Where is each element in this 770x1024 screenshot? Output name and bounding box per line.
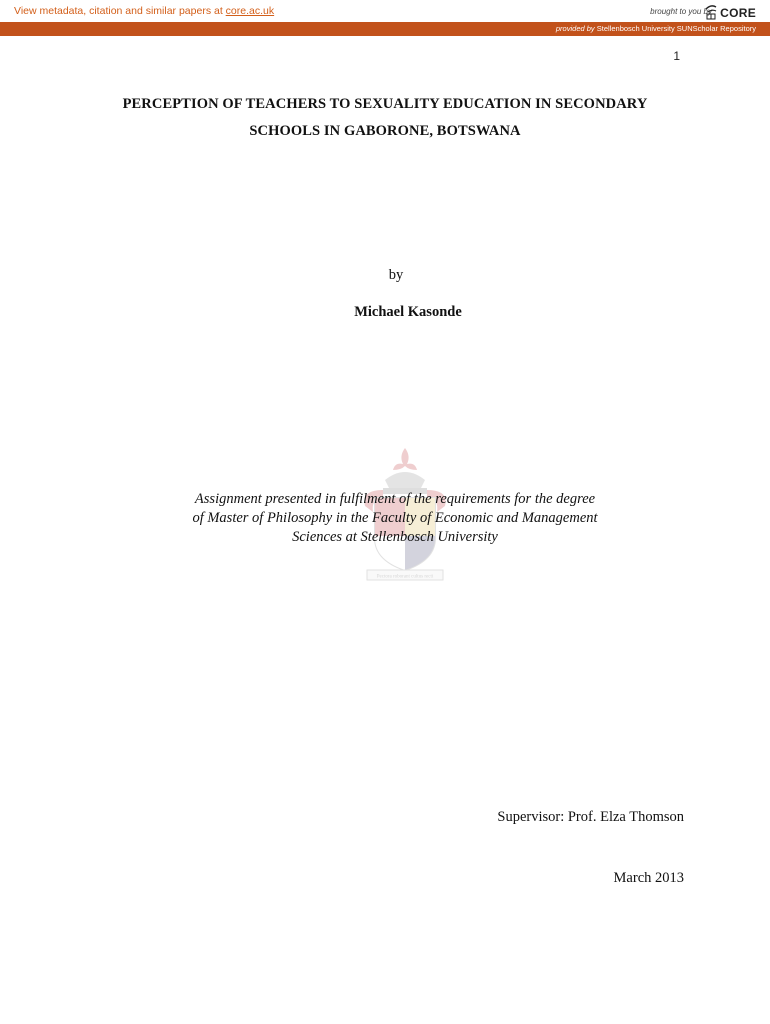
assignment-line-1: Assignment presented in fulfilment of the requirements for the degree [194, 491, 596, 507]
document-title [80, 91, 690, 145]
assignment-line-3: Sciences at Stellenbosch University [292, 529, 498, 545]
core-link[interactable]: core.ac.uk [225, 5, 275, 17]
provided-by-label: provided by [555, 24, 595, 33]
page-number: 1 [673, 49, 680, 63]
by-label: by [388, 267, 404, 283]
provided-by-source: Stellenbosch University SUNScholar Repository [594, 24, 756, 33]
assignment-line-2: of Master of Philosophy in the Faculty of Economic and Management [192, 510, 598, 526]
submission-date: March 2013 [613, 870, 684, 886]
crest-motto: Pectora roborant cultus recti [376, 574, 434, 580]
supervisor-line: Supervisor: Prof. Elza Thomson [497, 809, 684, 825]
core-metadata-text: View metadata, citation and similar papers at [14, 5, 226, 17]
core-provider-bar [0, 22, 770, 36]
author-name: Michael Kasonde [354, 304, 462, 320]
core-logo[interactable] [704, 2, 756, 20]
title-line-1: PERCEPTION OF TEACHERS TO SEXUALITY EDUCATION IN SECONDARY [122, 96, 648, 112]
core-logo-icon [704, 4, 718, 20]
brought-to-you-by: brought to you by [650, 7, 712, 16]
assignment-statement [150, 490, 640, 547]
core-metadata-line [14, 5, 274, 17]
core-logo-text: CORE [720, 6, 756, 20]
core-banner [0, 0, 770, 22]
title-line-2: SCHOOLS IN GABORONE, BOTSWANA [249, 123, 521, 139]
provided-by-line[interactable] [556, 24, 756, 33]
